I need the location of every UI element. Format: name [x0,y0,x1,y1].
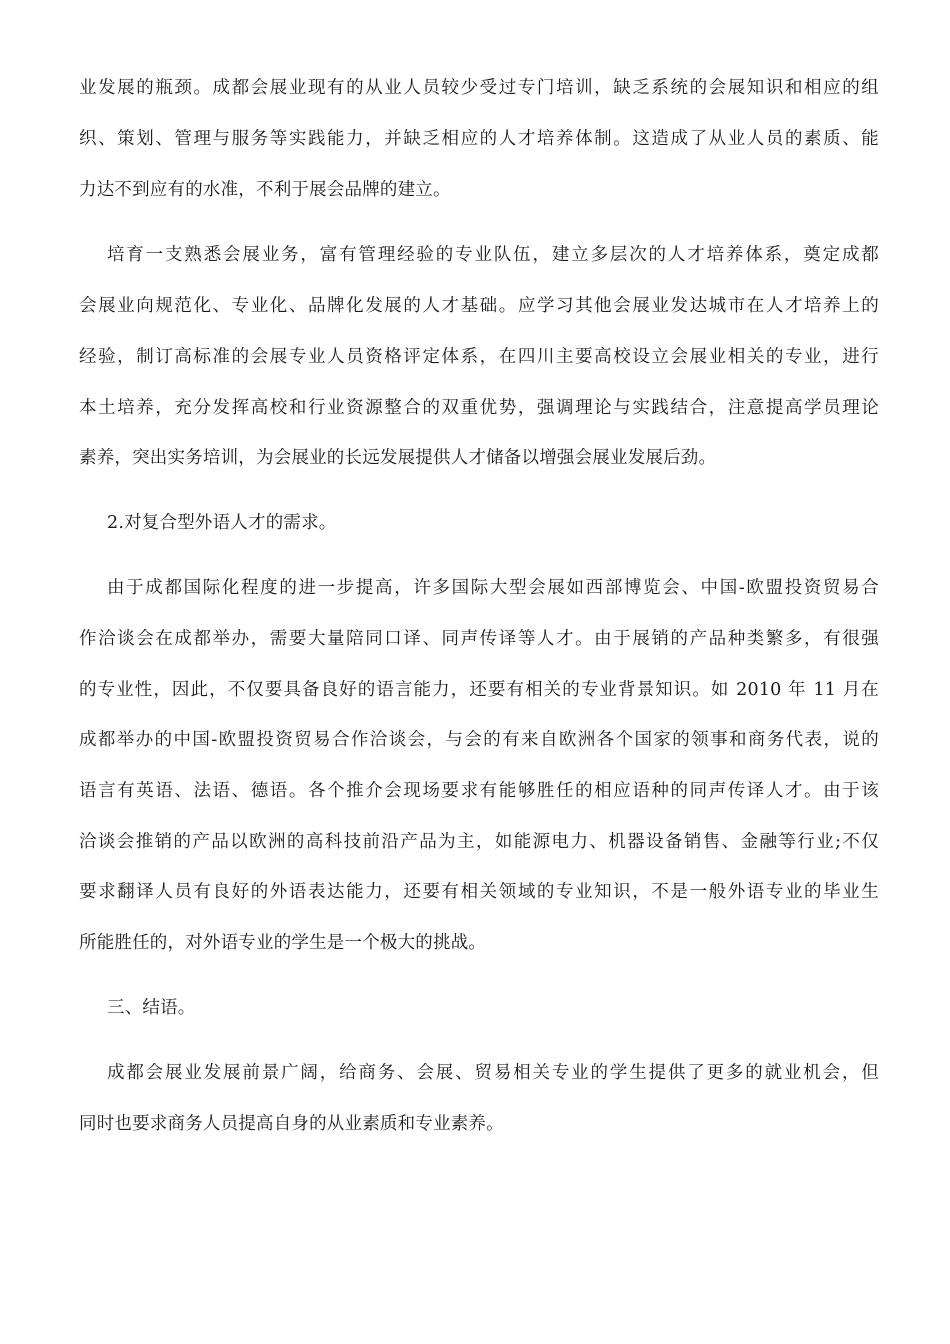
paragraph-line: 作洽谈会在成都举办，需要大量陪同口译、同声传译等人才。由于展销的产品种类繁多，有很强 [79,629,879,649]
paragraph-line: 语言有英语、法语、德语。各个推介会现场要求有能够胜任的相应语种的同声传译人才。由于该 [79,781,879,801]
paragraph-line: 成都会展业发展前景广阔，给商务、会展、贸易相关专业的学生提供了更多的就业机会，但 [107,1063,879,1083]
paragraph-line: 培育一支熟悉会展业务，富有管理经验的专业队伍，建立多层次的人才培养体系，奠定成都 [107,245,879,265]
paragraph-line: 的专业性，因此，不仅要具备良好的语言能力，还要有相关的专业背景知识。如 2010 年 11 月在 [79,680,879,700]
paragraph-line: 由于成都国际化程度的进一步提高，许多国际大型会展如西部博览会、中国-欧盟投资贸易合 [107,578,879,598]
paragraph-line: 所能胜任的，对外语专业的学生是一个极大的挑战。 [79,933,487,953]
paragraph-line: 会展业向规范化、专业化、品牌化发展的人才基础。应学习其他会展业发达城市在人才培养上的 [79,296,879,316]
paragraph-line: 经验，制订高标准的会展专业人员资格评定体系，在四川主要高校设立会展业相关的专业，进行 [79,347,879,367]
paragraph-line: 力达不到应有的水准，不利于展会品牌的建立。 [79,180,451,200]
paragraph-line: 素养，突出实务培训，为会展业的长远发展提供人才储备以增强会展业发展后劲。 [79,448,717,468]
section-heading: 三、结语。 [107,998,196,1018]
paragraph-line: 成都举办的中国-欧盟投资贸易合作洽谈会，与会的有来自欧洲各个国家的领事和商务代表，说的 [79,730,879,750]
paragraph-line: 要求翻译人员有良好的外语表达能力，还要有相关领域的专业知识，不是一般外语专业的毕业生 [79,882,879,902]
paragraph-line: 织、策划、管理与服务等实践能力，并缺乏相应的人才培养体制。这造成了从业人员的素质、能 [79,129,879,149]
paragraph-line: 洽谈会推销的产品以欧洲的高科技前沿产品为主，如能源电力、机器设备销售、金融等行业;不仅 [79,832,879,852]
section-heading: 2.对复合型外语人才的需求。 [107,513,337,533]
paragraph-line: 业发展的瓶颈。成都会展业现有的从业人员较少受过专门培训，缺乏系统的会展知识和相应的组 [79,78,879,98]
paragraph-line: 本土培养，充分发挥高校和行业资源整合的双重优势，强调理论与实践结合，注意提高学员理论 [79,398,879,418]
paragraph-line: 同时也要求商务人员提高自身的从业素质和专业素养。 [79,1114,504,1134]
